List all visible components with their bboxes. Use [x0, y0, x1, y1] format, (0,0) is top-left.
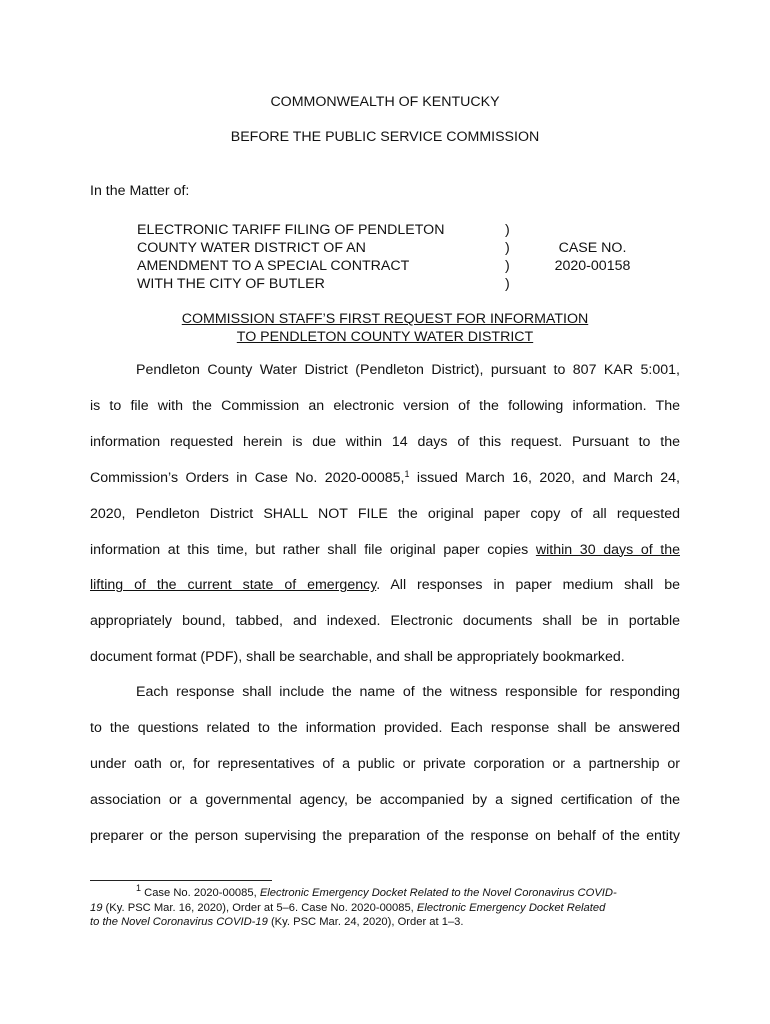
- text-run: Case No. 2020-00085,: [141, 887, 260, 899]
- text-line: Each response shall include the name of the witness responsible for responding: [136, 684, 680, 700]
- header-commission: BEFORE THE PUBLIC SERVICE COMMISSION: [230, 129, 540, 145]
- text-line: [90, 568, 680, 604]
- caption-line: COUNTY WATER DISTRICT OF AN: [137, 240, 366, 256]
- title-line-2: TO PENDLETON COUNTY WATER DISTRICT: [236, 329, 534, 345]
- italic-text: 19: [90, 901, 103, 914]
- matter-intro: In the Matter of:: [90, 183, 190, 199]
- paren: ): [505, 258, 510, 274]
- paren: ): [505, 240, 510, 256]
- text-run: Commission’s Orders in Case No. 2020-00085,: [90, 469, 405, 486]
- text-line: to the questions related to the information provided. Each response shall be answered: [90, 719, 680, 736]
- footnote-separator: [90, 880, 272, 881]
- footnote-mark: 1: [136, 883, 142, 893]
- paragraph-1: [90, 353, 680, 676]
- text-line: Pendleton County Water District (Pendleton District), pursuant to 807 KAR 5:001,: [136, 362, 680, 378]
- footnote-line: [90, 915, 680, 930]
- footnote-line: [90, 883, 680, 901]
- text-line: [90, 533, 680, 569]
- text-run: information at this time, but rather shall file original paper copies: [90, 541, 536, 558]
- footnote: [90, 883, 680, 930]
- italic-text: Electronic Emergency Docket Related to the Novel Coronavirus COVID-: [259, 887, 617, 899]
- text-run: . All responses in paper medium shall be: [376, 577, 680, 594]
- footnote-line: [90, 901, 680, 916]
- text-line: [90, 461, 680, 497]
- document-title: [0, 310, 770, 346]
- text-line: association or a governmental agency, be accompanied by a signed certification of the: [90, 791, 680, 808]
- case-label: CASE NO.: [558, 240, 627, 256]
- italic-text: to the Novel Coronavirus COVID-19: [90, 916, 268, 928]
- caption-line: WITH THE CITY OF BUTLER: [137, 276, 325, 292]
- caption-line: ELECTRONIC TARIFF FILING OF PENDLETON: [137, 222, 445, 238]
- caption-line: AMENDMENT TO A SPECIAL CONTRACT: [137, 258, 410, 274]
- text-line: document format (PDF), shall be searchable, and shall be appropriately bookmarked.: [90, 649, 625, 666]
- text-line: preparer or the person supervising the preparation of the response on behalf of the entity: [90, 827, 680, 844]
- paren: ): [505, 276, 510, 292]
- caption-parens: [505, 221, 510, 293]
- underlined-text: lifting of the current state of emergency: [90, 577, 377, 594]
- italic-text: Electronic Emergency Docket Related: [416, 901, 606, 914]
- case-number-block: [540, 239, 645, 275]
- text-run: (Ky. PSC Mar. 24, 2020), Order at 1–3.: [267, 916, 464, 928]
- text-line: under oath or, for representatives of a public or private corporation or a partnership or: [90, 755, 680, 772]
- case-caption: [137, 221, 444, 293]
- text-line: appropriately bound, tabbed, and indexed. Electronic documents shall be in portable: [90, 613, 680, 630]
- title-line-1: COMMISSION STAFF’S FIRST REQUEST FOR INFORMATION: [181, 311, 589, 327]
- case-number: 2020-00158: [554, 258, 631, 274]
- underlined-text: within 30 days of the: [535, 541, 680, 558]
- header-commonwealth: COMMONWEALTH OF KENTUCKY: [270, 94, 500, 110]
- paren: ): [505, 222, 510, 238]
- footnote-ref: 1: [404, 468, 410, 479]
- text-line: information requested herein is due within 14 days of this request. Pursuant to the: [90, 433, 680, 450]
- text-run: issued March 16, 2020, and March 24,: [409, 469, 680, 486]
- text-line: is to file with the Commission an electronic version of the following information. The: [90, 397, 680, 414]
- paragraph-2: [90, 675, 680, 855]
- text-run: (Ky. PSC Mar. 16, 2020), Order at 5–6. Case No. 2020-00085,: [102, 901, 417, 914]
- text-line: 2020, Pendleton District SHALL NOT FILE the original paper copy of all requested: [90, 505, 680, 522]
